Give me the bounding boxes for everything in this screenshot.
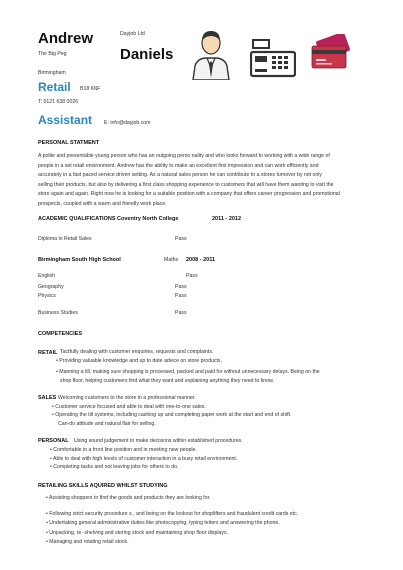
list-item: • Operating the till systems, including cashing up and completing paper work at the start and end of shift. [52, 411, 387, 420]
subject-result: Pass [175, 284, 187, 290]
first-name: Andrew [38, 30, 94, 47]
person-icon [190, 28, 232, 85]
list-item: Welcoming customers to the store in a professional manner. [58, 395, 196, 401]
list-item: Tactfully dealing with customer enquiries, requests and complaints. [60, 349, 214, 355]
statement-line: prospects, coupled with a warm and friendly work place. [38, 200, 167, 207]
personal-list [74, 437, 389, 446]
subject-name: Business Studies [38, 310, 78, 316]
city: Birmingham [38, 70, 66, 76]
statement-line: A polite and presentable young person who has an outgoing perso nality and who looks forward to working with a wide range of [38, 153, 330, 159]
list-item: • Customer service focused and able to deal with one-to-one sales. [52, 403, 387, 412]
qualifications-years-1: 2011 - 2012 [212, 216, 242, 222]
school-subject: Maths [164, 257, 179, 263]
subject-result: Pass [186, 273, 198, 279]
list-item: • Managing and rotating retail stock. [46, 538, 386, 548]
diploma: Diploma in Retail Sales [38, 236, 92, 242]
list-item: • Undertaking general administrative duties like photocopying, typing letters and answering the phone. [46, 519, 386, 529]
role-retail: Retail [38, 80, 71, 94]
skills-title: RETAILING SKILLS AQUIRED WHILST STUDYING [38, 483, 168, 489]
subject-name: Physics [38, 293, 56, 299]
school-name: Birmingham South High School [38, 257, 121, 263]
personal-list-more [50, 446, 385, 472]
subject-result: Pass [175, 293, 187, 299]
subtitle: The Big Peg [38, 51, 67, 57]
list-item: • Following strict security procedure s , and being on the lookout for shoplifters and fraudulent credit cards etc. [46, 510, 386, 520]
email: E: info@dayjob.com [104, 120, 151, 126]
diploma-result: Pass [175, 236, 187, 242]
qualifications-title: ACADEMIC QUALIFICATIONS Coventry North College [38, 216, 179, 222]
skills-list [46, 494, 386, 548]
qualifications-years-2: 2008 - 2011 [186, 257, 216, 263]
phone: T: 0121 638 0026 [38, 99, 79, 105]
retail-list [56, 348, 386, 385]
list-item: Using sound judgement to make decisions within established procedures. [74, 438, 243, 444]
last-name: Daniels [120, 46, 174, 63]
personal-statement-body [38, 152, 388, 209]
company: Dayjob Ltd [120, 31, 145, 37]
statement-line: accurately in a fast paced service driven setting. As a natural sales person he can contribute to a stores turnover by not only [38, 172, 323, 178]
list-item: Can-do attitude and natural flair for selling. [58, 420, 156, 427]
cash-register-icon [250, 38, 296, 83]
list-item: • Assisting shoppers to find the goods and products they are looking for. [46, 494, 386, 504]
subject-name: Geography [38, 284, 64, 290]
postcode: B18 6NF [80, 86, 101, 92]
list-item: • Providing valuable knowledge and up to date advice on store products. [56, 357, 386, 366]
sales-label: SALES [38, 395, 57, 401]
competencies-title: COMPETENCIES [38, 331, 83, 337]
statement-line: store again and again. Right now he is looking for a suitable position with a company that offers career progression and promotional [38, 191, 340, 197]
statement-line: selling their products, but also by delivering a first class shopping experience to customers that will have them wanting to visit the [38, 181, 334, 188]
personal-statement-title: PERSONAL STATMENT [38, 140, 100, 146]
credit-card-icon [308, 34, 352, 77]
list-item: • Completing tasks and not leaving jobs for others to do. [50, 463, 385, 472]
list-item: • Unpacking, re -shelving and storing stock and maintaining shop floor displays. [46, 529, 386, 539]
role-assistant: Assistant [38, 113, 93, 127]
subject-name: English [38, 273, 56, 279]
retail-label: RETAIL [38, 350, 58, 356]
list-item: shop floor, helping customers find what they want and explaining anything they need to know. [60, 377, 274, 384]
list-item: • Comfortable in a front line position and in meeting new people. [50, 446, 385, 455]
statement-line: people in a set retail environment. Andrew has the ability to make an excellent first impression and can work efficiently and [38, 162, 319, 169]
list-item: • Able to deal with high levels of customer interaction in a busy retail environment. [50, 455, 385, 464]
personal-label: PERSONAL [38, 438, 69, 444]
subject-result: Pass [175, 310, 187, 316]
list-item: • Manning a till, making sure shopping is processed, packed and paid for without unnecessary delays. Being on the [56, 368, 386, 377]
sales-list [52, 394, 387, 428]
